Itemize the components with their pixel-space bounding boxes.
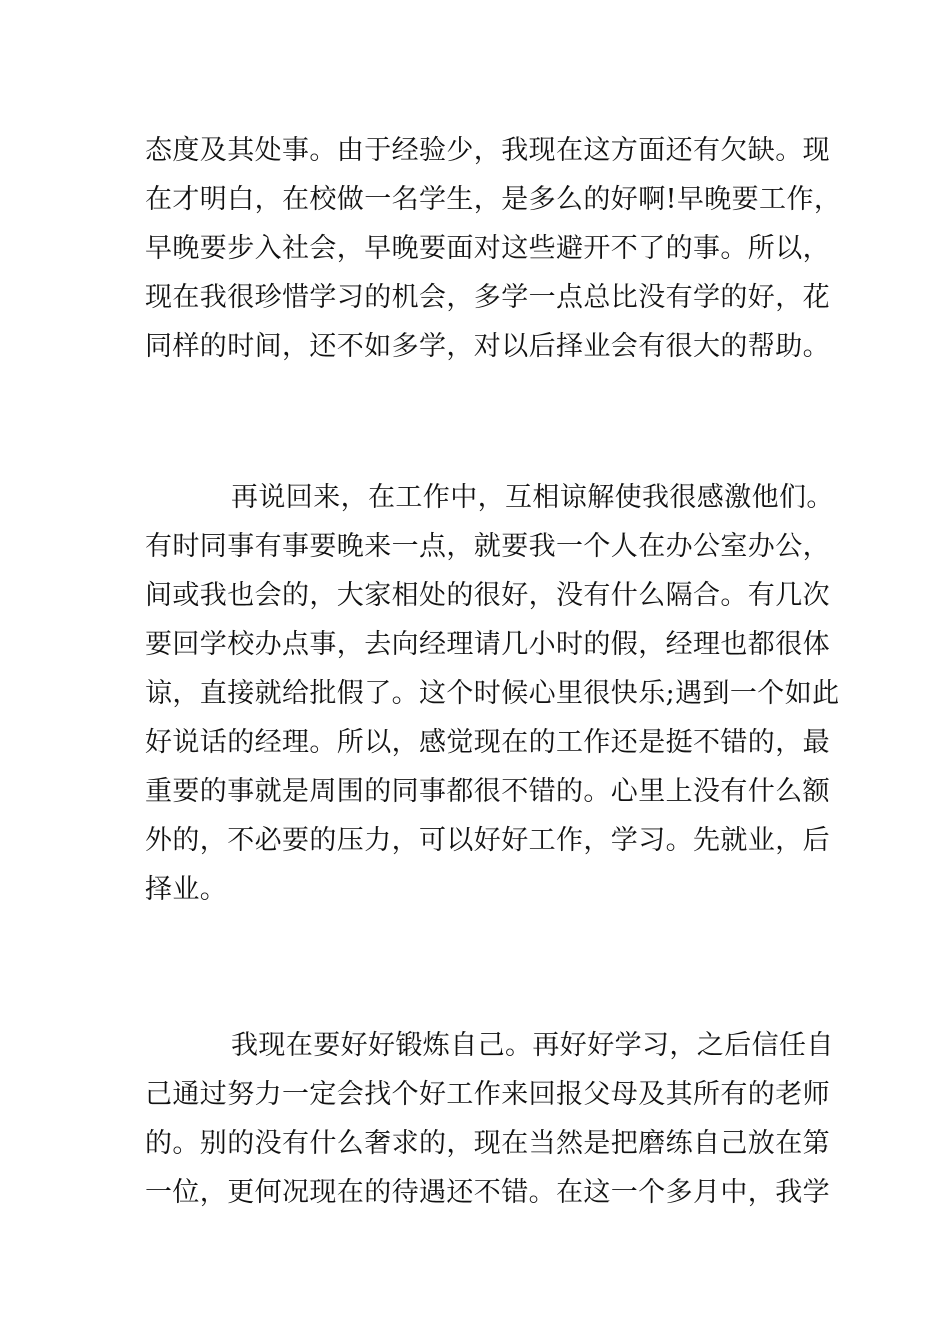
text-line-indented: 再说回来，在工作中，互相谅解使我很感激他们。	[231, 482, 834, 513]
text-line: 好说话的经理。所以，感觉现在的工作还是挺不错的，最	[145, 727, 830, 758]
paragraph-2	[145, 473, 840, 914]
text-line: 同样的时间，还不如多学，对以后择业会有很大的帮助。	[145, 331, 830, 362]
text-line: 间或我也会的，大家相处的很好，没有什么隔合。有几次	[145, 580, 830, 611]
text-line: 己通过努力一定会找个好工作来回报父母及其所有的老师	[145, 1079, 830, 1110]
text-line: 择业。	[145, 874, 228, 905]
text-line: 的。别的没有什么奢求的，现在当然是把磨练自己放在第	[145, 1128, 830, 1159]
text-line: 有时同事有事要晚来一点，就要我一个人在办公室办公，	[145, 531, 830, 562]
text-line-indented: 我现在要好好锻炼自己。再好好学习，之后信任自	[231, 1030, 834, 1061]
text-line: 外的，不必要的压力，可以好好工作，学习。先就业，后	[145, 825, 830, 856]
text-line: 态度及其处事。由于经验少，我现在这方面还有欠缺。现	[145, 135, 830, 166]
text-line: 谅，直接就给批假了。这个时候心里很快乐;遇到一个如此	[145, 678, 840, 709]
paragraph-1	[145, 126, 842, 371]
text-line: 要回学校办点事，去向经理请几小时的假，经理也都很体	[145, 629, 830, 660]
text-line: 现在我很珍惜学习的机会，多学一点总比没有学的好，花	[145, 282, 830, 313]
text-line: 在才明白，在校做一名学生，是多么的好啊!早晚要工作，	[145, 184, 842, 215]
text-line: 一位，更何况现在的待遇还不错。在这一个多月中，我学	[145, 1177, 830, 1208]
text-line: 重要的事就是周围的同事都很不错的。心里上没有什么额	[145, 776, 830, 807]
paragraph-3	[145, 1021, 834, 1217]
text-line: 早晚要步入社会，早晚要面对这些避开不了的事。所以，	[145, 233, 830, 264]
